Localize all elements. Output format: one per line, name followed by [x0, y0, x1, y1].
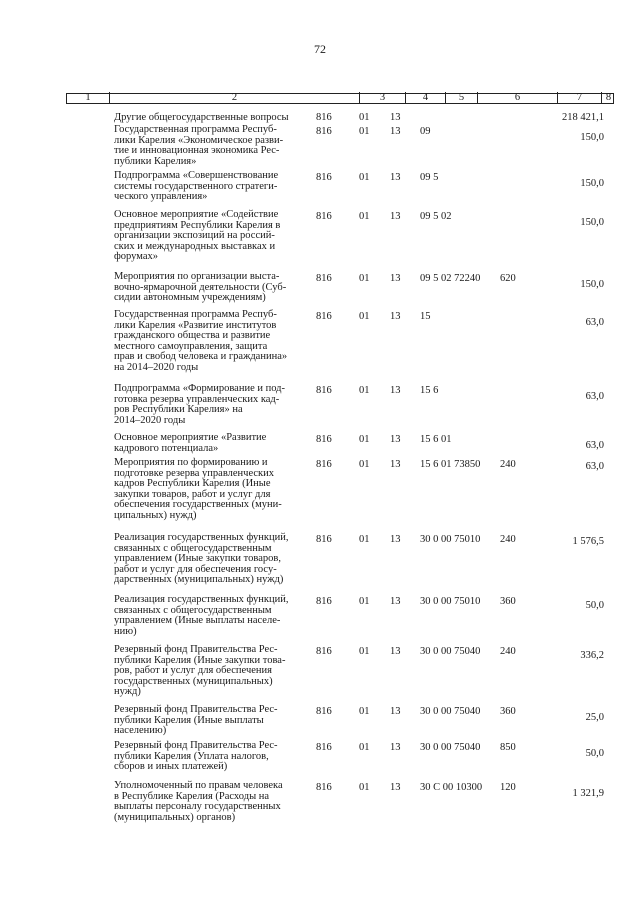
row-cell-c5: 13 — [390, 112, 401, 123]
row-cell-c8: 150,0 — [580, 217, 604, 228]
row-cell-c5: 13 — [390, 126, 401, 137]
row-cell-c3: 816 — [316, 596, 332, 607]
header-col-8: 8 — [601, 92, 615, 103]
row-name: Основное мероприятие «Содействие предприятиям Республики Карелия в организации экспозиций на россий- ских и международных выставках и форумах» — [114, 209, 281, 263]
row-name: Государственная программа Респуб- лики Карелия «Экономическое разви- тие и инновационная экономика Рес- публики Карелия» — [114, 124, 284, 167]
row-cell-c5: 13 — [390, 172, 401, 183]
row-cell-c5: 13 — [390, 434, 401, 445]
row-name: Государственная программа Респуб- лики Карелия «Развитие институтов гражданского общества и развитие местного самоуправления, защита прав и свобод человека и гражданина» на 2014–2020 годы — [114, 309, 288, 373]
row-name: Реализация государственных функций, связанных с общегосударственным управлением (Иные закупки товаров, работ и услуг для обеспечения госу- дарственных (муниципальных) нужд) — [114, 532, 289, 586]
row-cell-c5: 13 — [390, 596, 401, 607]
row-cell-c4: 01 — [359, 273, 370, 284]
row-name: Резервный фонд Правительства Рес- публики Карелия (Иные закупки това- ров, работ и услуг для обеспечения государственных (муниципальных) нужд) — [114, 644, 286, 698]
row-cell-c3: 816 — [316, 782, 332, 793]
row-name: Подпрограмма «Формирование и под- готовка резерва управленческих кад- ров Республики Карелия» на 2014–2020 годы — [114, 383, 286, 426]
row-cell-c5: 13 — [390, 273, 401, 284]
row-cell-c8: 336,2 — [580, 650, 604, 661]
header-col-5: 5 — [445, 92, 477, 103]
row-cell-c3: 816 — [316, 534, 332, 545]
row-cell-c8: 63,0 — [585, 461, 604, 472]
row-cell-c4: 01 — [359, 596, 370, 607]
row-name: Мероприятия по организации выста- вочно-ярмарочной деятельности (Суб- сидии автономным учреждениям) — [114, 271, 287, 304]
row-name: Уполномоченный по правам человека в Республике Карелия (Расходы на выплаты персоналу государственных (муниципальных) органов) — [114, 780, 283, 823]
row-cell-c3: 816 — [316, 706, 332, 717]
row-cell-c3: 816 — [316, 126, 332, 137]
row-cell-c4: 01 — [359, 126, 370, 137]
row-name: Реализация государственных функций, связанных с общегосударственным управлением (Иные выплаты населе- нию) — [114, 594, 289, 637]
row-cell-c3: 816 — [316, 211, 332, 222]
row-cell-c3: 816 — [316, 112, 332, 123]
row-cell-c5: 13 — [390, 646, 401, 657]
row-cell-c5: 13 — [390, 534, 401, 545]
row-cell-c7: 360 — [500, 596, 516, 607]
row-cell-c6: 30 0 00 75040 — [420, 706, 481, 717]
header-col-6: 6 — [477, 92, 557, 103]
row-cell-c4: 01 — [359, 385, 370, 396]
row-name: Подпрограмма «Совершенствование системы государственного стратеги- ческого управления» — [114, 170, 279, 203]
row-cell-c6: 15 6 01 73850 — [420, 459, 481, 470]
row-name: Резервный фонд Правительства Рес- публики Карелия (Иные выплаты населению) — [114, 704, 278, 737]
row-name: Другие общегосударственные вопросы — [114, 112, 289, 123]
row-cell-c4: 01 — [359, 434, 370, 445]
header-col-7: 7 — [557, 92, 601, 103]
row-cell-c3: 816 — [316, 273, 332, 284]
row-cell-c5: 13 — [390, 211, 401, 222]
row-cell-c7: 240 — [500, 646, 516, 657]
row-cell-c5: 13 — [390, 742, 401, 753]
row-cell-c4: 01 — [359, 534, 370, 545]
row-cell-c3: 816 — [316, 385, 332, 396]
row-cell-c3: 816 — [316, 311, 332, 322]
header-col-1: 1 — [85, 92, 91, 103]
header-col-2: 2 — [109, 92, 359, 103]
row-cell-c3: 816 — [316, 459, 332, 470]
row-cell-c4: 01 — [359, 311, 370, 322]
row-cell-c4: 01 — [359, 172, 370, 183]
row-cell-c5: 13 — [390, 706, 401, 717]
header-col-3: 3 — [359, 92, 405, 103]
row-cell-c8: 218 421,1 — [562, 112, 604, 123]
row-cell-c8: 63,0 — [585, 440, 604, 451]
row-cell-c4: 01 — [359, 782, 370, 793]
row-cell-c6: 30 0 00 75010 — [420, 596, 481, 607]
table-header-row — [66, 93, 614, 104]
row-cell-c8: 150,0 — [580, 279, 604, 290]
row-cell-c4: 01 — [359, 211, 370, 222]
row-cell-c3: 816 — [316, 646, 332, 657]
row-cell-c6: 30 С 00 10300 — [420, 782, 483, 793]
row-cell-c6: 30 0 00 75040 — [420, 742, 481, 753]
row-cell-c6: 30 0 00 75010 — [420, 534, 481, 545]
row-cell-c6: 30 0 00 75040 — [420, 646, 481, 657]
row-cell-c4: 01 — [359, 742, 370, 753]
row-cell-c7: 240 — [500, 459, 516, 470]
row-cell-c5: 13 — [390, 385, 401, 396]
row-name: Мероприятия по формированию и подготовке резерва управленческих кадров Республики Карелия (Иные закупки товаров, работ и услуг для обеспечения государственных (муни- ципальных) нужд) — [114, 457, 282, 521]
header-col-4: 4 — [405, 92, 445, 103]
row-cell-c8: 1 321,9 — [572, 788, 604, 799]
row-cell-c5: 13 — [390, 311, 401, 322]
row-cell-c7: 620 — [500, 273, 516, 284]
row-cell-c8: 150,0 — [580, 132, 604, 143]
row-cell-c4: 01 — [359, 706, 370, 717]
row-cell-c6: 15 — [420, 311, 431, 322]
row-cell-c8: 63,0 — [585, 391, 604, 402]
row-cell-c6: 15 6 01 — [420, 434, 452, 445]
row-cell-c6: 09 — [420, 126, 431, 137]
row-name: Основное мероприятие «Развитие кадрового потенциала» — [114, 432, 267, 454]
row-cell-c4: 01 — [359, 646, 370, 657]
row-cell-c7: 850 — [500, 742, 516, 753]
row-cell-c6: 15 6 — [420, 385, 439, 396]
row-cell-c8: 50,0 — [585, 748, 604, 759]
row-name: Резервный фонд Правительства Рес- публики Карелия (Уплата налогов, сборов и иных платежей) — [114, 740, 278, 773]
row-cell-c5: 13 — [390, 782, 401, 793]
row-cell-c7: 240 — [500, 534, 516, 545]
row-cell-c8: 50,0 — [585, 600, 604, 611]
row-cell-c5: 13 — [390, 459, 401, 470]
row-cell-c4: 01 — [359, 112, 370, 123]
row-cell-c8: 1 576,5 — [572, 536, 604, 547]
row-cell-c3: 816 — [316, 742, 332, 753]
page-number: 72 — [314, 42, 326, 56]
row-cell-c8: 150,0 — [580, 178, 604, 189]
row-cell-c7: 120 — [500, 782, 516, 793]
row-cell-c6: 09 5 02 72240 — [420, 273, 481, 284]
row-cell-c8: 25,0 — [585, 712, 604, 723]
row-cell-c3: 816 — [316, 172, 332, 183]
row-cell-c7: 360 — [500, 706, 516, 717]
row-cell-c6: 09 5 — [420, 172, 439, 183]
row-cell-c3: 816 — [316, 434, 332, 445]
row-cell-c6: 09 5 02 — [420, 211, 452, 222]
row-cell-c8: 63,0 — [585, 317, 604, 328]
row-cell-c4: 01 — [359, 459, 370, 470]
